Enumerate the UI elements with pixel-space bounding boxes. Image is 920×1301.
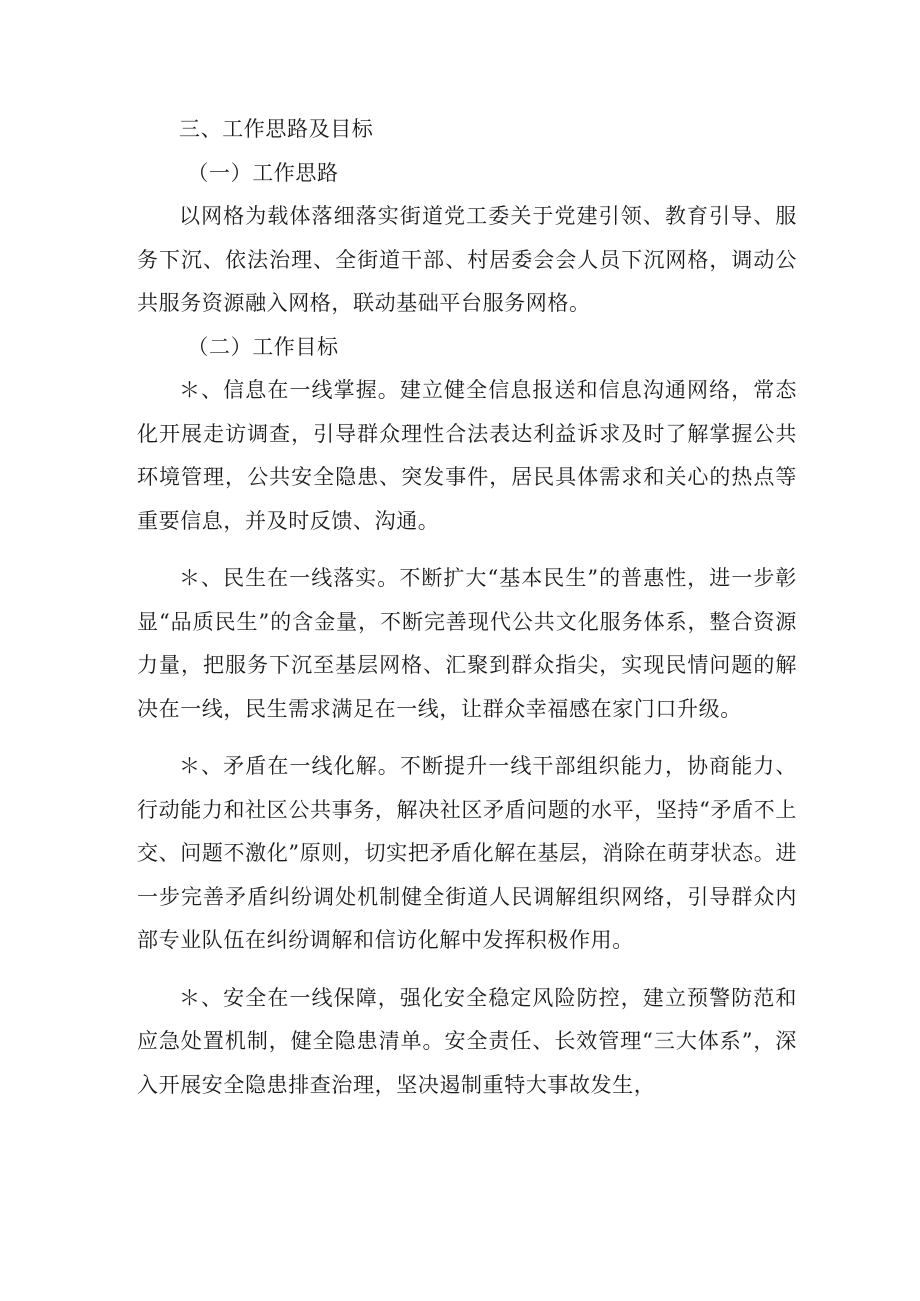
goal-paragraph-conflict: ＊、矛盾在一线化解。不断提升一线干部组织能力，协商能力、行动能力和社区公共事务，解决社区矛盾问题的水平，坚持“矛盾不上交、问题不激化”原则，切实把矛盾化解在基层，消除在萌芽状态。进一步完善矛盾纠纷调处机制健全街道人民调解组织网络，引导群众内部专业队伍在纠纷调解和信访化解中发挥积极作用。: [137, 754, 797, 952]
paragraph-gap: [137, 731, 797, 745]
goal-paragraph-livelihood: ＊、民生在一线落实。不断扩大“基本民生”的普惠性，进一步彰显“品质民生”的含金量，不断完善现代公共文化服务体系，整合资源力量，把服务下沉至基层网格、汇聚到群众指尖，实现民情问题的解决在一线，民生需求满足在一线，让群众幸福感在家门口升级。: [137, 566, 797, 721]
document-body: [137, 108, 797, 1107]
section1-title: （一）工作思路: [187, 160, 339, 185]
section-heading: 三、工作思路及目标: [179, 117, 374, 141]
goal-paragraph-information: ＊、信息在一线掌握。建立健全信息报送和信息沟通网络，常态化开展走访调查，引导群众理性合法表达利益诉求及时了解掌握公共环境管理，公共安全隐患、突发事件，居民具体需求和关心的热点等重要信息，并及时反馈、沟通。: [137, 378, 797, 533]
goal-paragraph-safety: ＊、安全在一线保障，强化安全稳定风险防控，建立预警防范和应急处置机制，健全隐患清单。安全责任、长效管理“三大体系”，深入开展安全隐患排查治理，坚决遏制重特大事故发生，: [137, 985, 797, 1097]
paragraph-gap: [137, 543, 797, 557]
section1-paragraph: 以网格为载体落细落实街道党工委关于党建引领、教育引导、服务下沉、依法治理、全街道干部、村居委会会人员下沉网格，调动公共服务资源融入网格，联动基础平台服务网格。: [137, 204, 797, 315]
paragraph-gap: [137, 963, 797, 977]
section2-title: （二）工作目标: [187, 334, 339, 359]
